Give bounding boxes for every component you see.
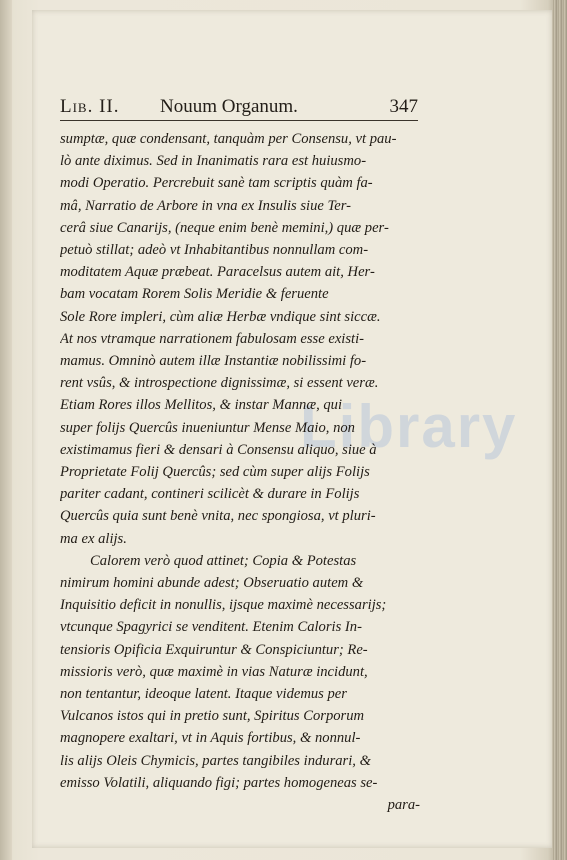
running-title: Nouum Organum. [160, 96, 298, 117]
text-line: lò ante diximus. Sed in Inanimatis rara est huiusmo- [60, 153, 367, 170]
text-line: moditatem Aquæ præbeat. Paracelsus autem ait, Her- [60, 264, 375, 281]
text-line: emisso Volatili, aliquando figi; partes homogeneas se- [60, 774, 378, 791]
text-line: Proprietate Folij Quercûs; sed cùm super alijs Folijs [60, 464, 370, 481]
text-line: Inquisitio deficit in nonullis, ijsque maximè necessarijs; [60, 597, 387, 614]
text-line: pariter cadant, contineri scilicèt & durare in Folijs [60, 486, 360, 503]
text-line: ma ex alijs. [60, 530, 127, 547]
text-line: bam vocatam Rorem Solis Meridie & feruente [60, 286, 329, 303]
book-label: Lib. II. [60, 96, 120, 117]
page-stack-edge [553, 0, 567, 860]
text-line: nimirum homini abunde adest; Obseruatio autem & [60, 575, 364, 592]
binding-edge [0, 0, 12, 860]
text-line: magnopere exaltari, vt in Aquis fortibus, & nonnul- [60, 730, 361, 747]
text-line: sumptæ, quæ condensant, tanquàm per Consensu, vt pau- [60, 131, 397, 147]
text-line: Calorem verò quod attinet; Copia & Potestas [90, 552, 357, 569]
text-line: Vulcanos istos qui in pretio sunt, Spiritus Corporum [60, 708, 365, 725]
text-line: vtcunque Spagyrici se venditent. Etenim Caloris In- [60, 619, 362, 636]
text-line: super folijs Quercûs inueniuntur Mense Maio, non [60, 419, 355, 436]
text-line: Etiam Rores illos Mellitos, & instar Mannæ, qui [60, 397, 343, 414]
body-text [60, 128, 420, 816]
text-line: Sole Rore impleri, cùm aliæ Herbæ vndique sint siccæ. [60, 308, 381, 325]
running-header [60, 96, 418, 121]
page-number: 347 [389, 96, 418, 117]
text-line: cerâ siue Canarijs, (neque enim benè memini,) quæ per- [60, 219, 389, 236]
text-line: mamus. Omninò autem illæ Instantiæ nobilissimi fo- [60, 353, 367, 370]
text-line: modi Operatio. Percrebuit sanè tam scriptis quàm fa- [60, 175, 373, 192]
paragraph-2 [60, 550, 420, 794]
text-line: Quercûs quia sunt benè vnita, nec spongiosa, vt pluri- [60, 508, 376, 525]
text-line: rent vsûs, & introspectione dignissimæ, si essent veræ. [60, 375, 379, 392]
text-line: missioris verò, quæ maximè in vias Naturæ incidunt, [60, 663, 368, 680]
library-watermark: Library [300, 393, 518, 460]
text-line: mâ, Narratio de Arbore in vna ex Insulis siue Ter- [60, 197, 352, 214]
text-line: At nos vtramque narrationem fabulosam esse existi- [60, 330, 365, 347]
text-line: non tentantur, ideoque latent. Itaque videmus per [60, 686, 347, 703]
text-line: tensioris Opificia Exquiruntur & Conspiciuntur; Re- [60, 641, 368, 658]
text-line: existimamus fieri & densari à Consensu aliquo, siue à [60, 441, 377, 458]
text-line: petuò stillat; adeò vt Inhabitantibus nonnullam com- [60, 242, 369, 259]
catchword: para- [387, 797, 420, 814]
text-line: lis alijs Oleis Chymicis, partes tangibiles indurari, & [60, 752, 371, 769]
paragraph-1 [60, 128, 420, 550]
